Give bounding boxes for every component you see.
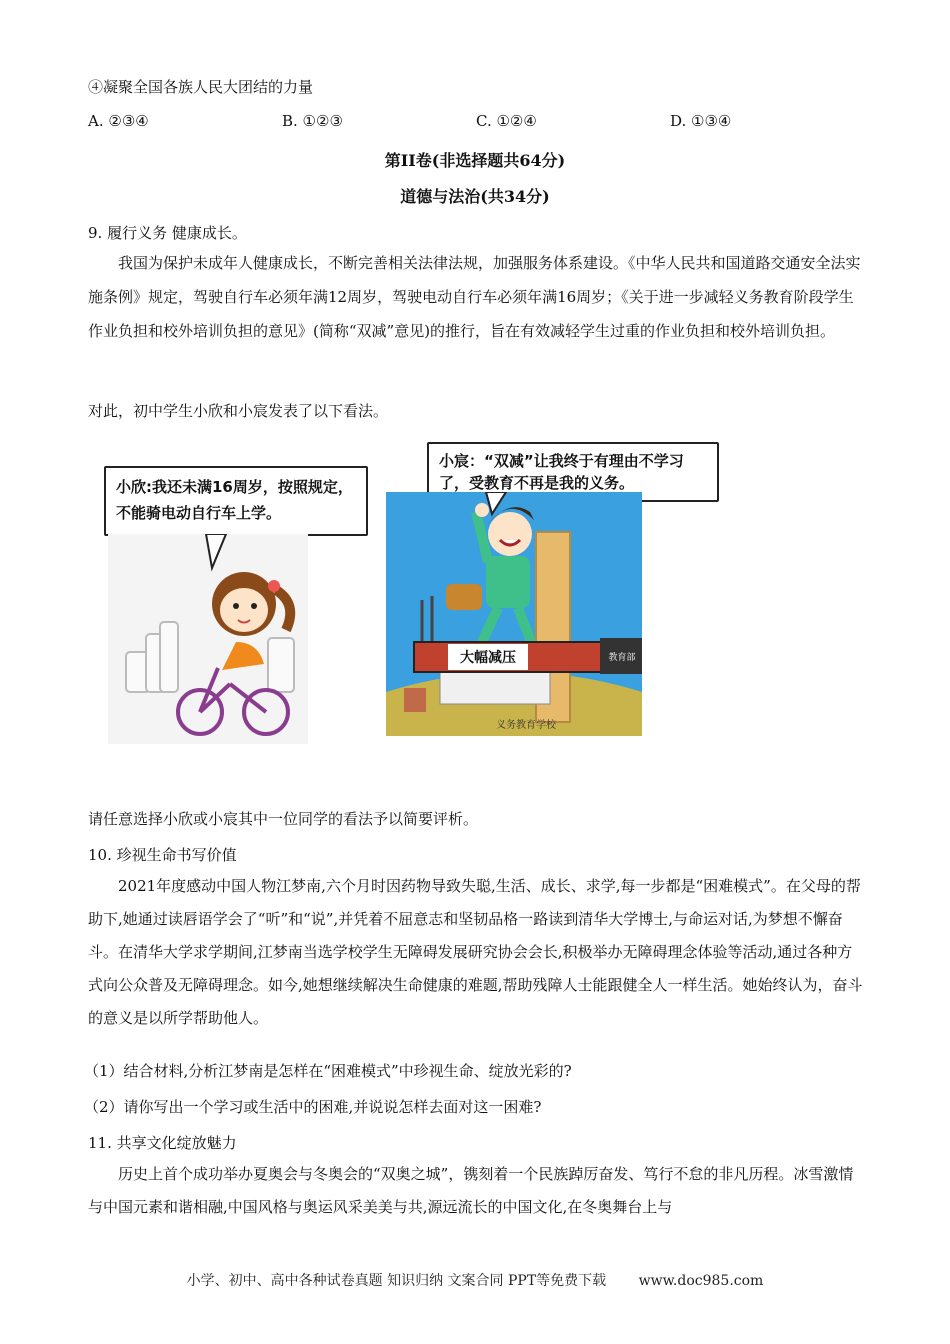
q11-heading: 11. 共享文化绽放魅力 bbox=[88, 1134, 237, 1152]
section-title: 第II卷(非选择题共64分) bbox=[384, 151, 566, 170]
footer-text: 小学、初中、高中各种试卷真题 知识归纳 文案合同 PPT等免费下载 bbox=[186, 1273, 607, 1289]
q9-heading: 9. 履行义务 健康成长。 bbox=[88, 224, 247, 242]
option-c: C. ①②④ bbox=[476, 112, 537, 130]
q9-intro: 对此，初中学生小欣和小宸发表了以下看法。 bbox=[88, 402, 389, 420]
option-b: B. ①②③ bbox=[282, 112, 343, 130]
cartoon-sign-text: 大幅减压 bbox=[460, 650, 516, 666]
q10-paragraph: 2021年度感动中国人物江梦南,六个月时因药物导致失聪,生活、成长、求学,每一步都是“困难模式”。在父母的帮助下,她通过读唇语学会了“听”和“说”,并凭着不屈意志和坚韧品格一路读到清华大学博士,与命运对话,为梦想不懈奋斗。在清华大学求学期间,江梦南当选学校学生无障碍发展研究协会会长,积极举办无障碍理念体验等活动,通过各种方式向公众普及无障碍理念。如今,她想继续解决生命健康的难题,帮助残障人士能跟健全人一样生活。她始终认为，奋斗的意义是以所学帮助他人。 bbox=[88, 877, 863, 1027]
girl-bicycle-illustration bbox=[108, 534, 308, 744]
speech-bubble-xiaoxin bbox=[104, 466, 368, 536]
q8-item-4: ④凝聚全国各族人民大团结的力量 bbox=[88, 78, 314, 96]
option-a: A. ②③④ bbox=[88, 112, 149, 130]
option-d: D. ①③④ bbox=[670, 112, 732, 130]
boy-jumping-cartoon bbox=[386, 492, 642, 736]
q10-sub-question-1: （1）结合材料,分析江梦南是怎样在“困难模式”中珍视生命、绽放光彩的? bbox=[84, 1062, 572, 1080]
q11-paragraph: 历史上首个成功举办夏奥会与冬奥会的“双奥之城”，镌刻着一个民族踔厉奋发、笃行不怠的非凡历程。冰雪激情与中国元素和谐相融,中国风格与奥运风采美美与共,源远流长的中国文化,在冬奥舞台上与 bbox=[88, 1165, 854, 1216]
speech-text-xiaoxin: 小欣:我还未满16周岁，按照规定，不能骑电动自行车上学。 bbox=[116, 478, 353, 522]
speech-text-xiaochen: 小宸：“双减”让我终于有理由不学习了，受教育不再是我的义务。 bbox=[439, 452, 684, 492]
footer-url[interactable]: www.doc985.com bbox=[638, 1273, 764, 1289]
q9-paragraph: 我国为保护未成年人健康成长，不断完善相关法律法规，加强服务体系建设。《中华人民共和国道路交通安全法实施条例》规定，驾驶自行车必须年满12周岁，驾驶电动自行车必须年满16周岁；《关于进一步减轻义务教育阶段学生作业负担和校外培训负担的意见》(简称“双减”意见)的推行，旨在有效减轻学生过重的作业负担和校外培训负担。 bbox=[88, 254, 861, 340]
q9-question: 请任意选择小欣或小宸其中一位同学的看法予以简要评析。 bbox=[88, 810, 479, 828]
section-subtitle: 道德与法治(共34分) bbox=[400, 187, 550, 206]
cartoon-ground-label: 义务教育学校 bbox=[496, 720, 556, 731]
cartoon-hand-label: 教育部 bbox=[608, 653, 636, 663]
q10-heading: 10. 珍视生命书写价值 bbox=[88, 846, 237, 864]
q10-sub-question-2: （2）请你写出一个学习或生活中的困难,并说说怎样去面对这一困难? bbox=[84, 1098, 542, 1116]
page-footer bbox=[0, 1270, 950, 1290]
